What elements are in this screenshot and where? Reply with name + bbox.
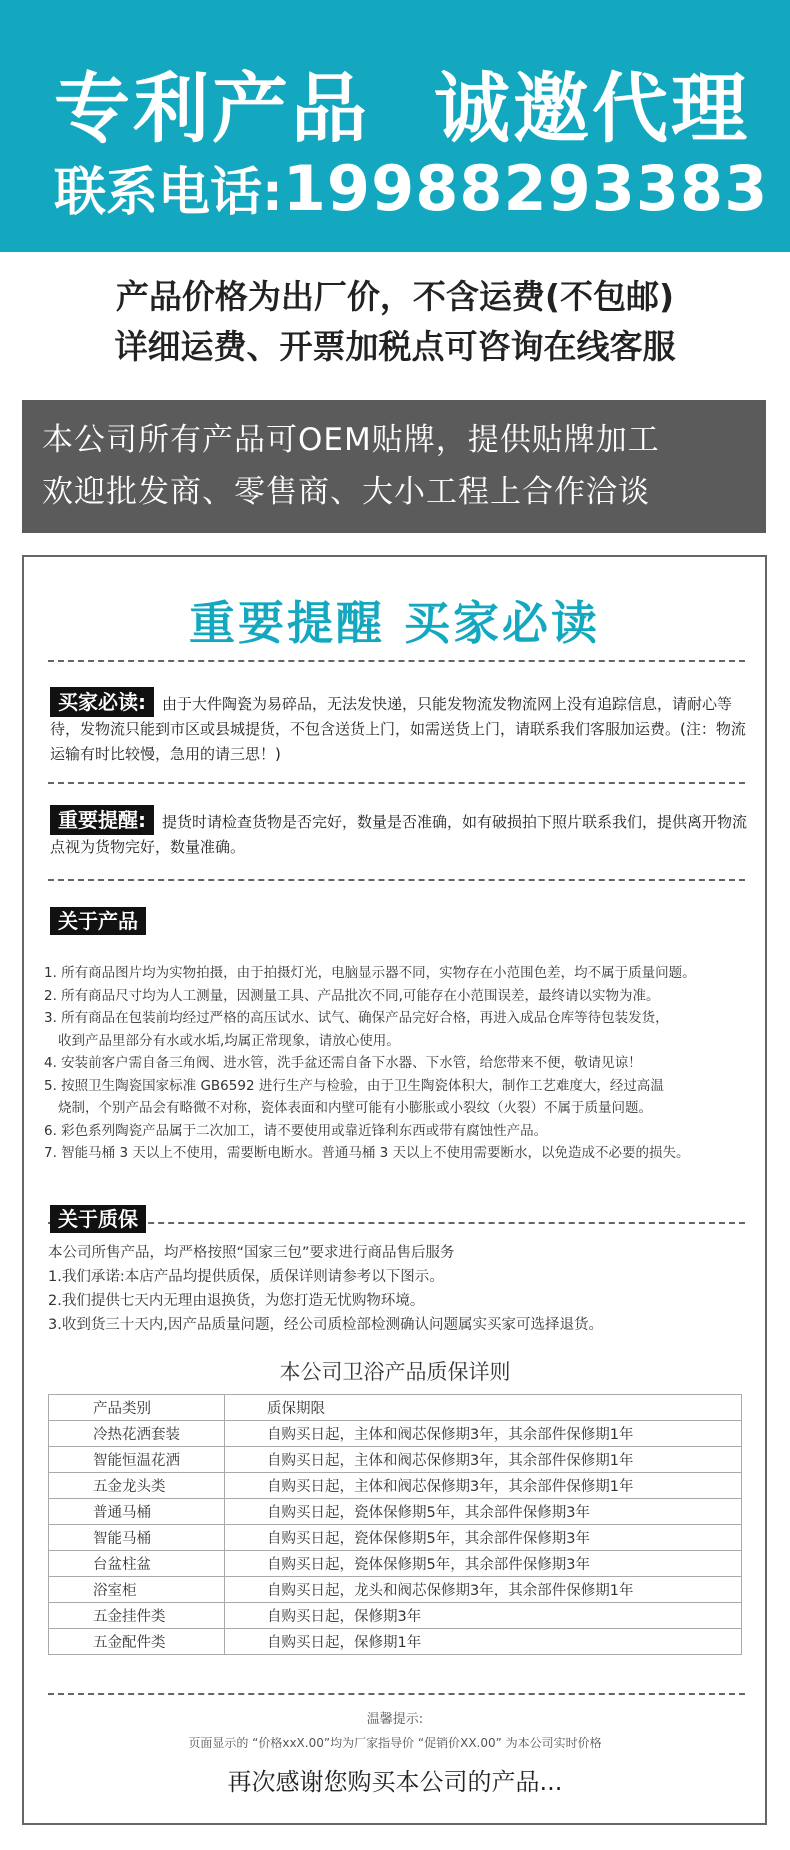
phone-number: 19988293383 <box>282 152 769 225</box>
important-reminder <box>50 805 750 860</box>
list-item: 2. 所有商品尺寸均为人工测量，因测量工具、产品批次不同,可能存在小范围误差，最终请以实物为准。 <box>44 987 660 1004</box>
oem-box <box>22 400 766 533</box>
list-item: 3. 所有商品在包装前均经过严格的高压试水、试气、确保产品完好合格，再进入成品仓库等待包装发货， <box>44 1010 669 1026</box>
warranty-line: 2.我们提供七天内无理由退换货，为您打造无忧购物环境。 <box>48 1293 425 1309</box>
table-cell-category: 五金挂件类 <box>49 1603 225 1629</box>
warranty-line: 3.收到货三十天内,因产品质量问题，经公司质检部检测确认问题属实买家可选择退货。 <box>48 1317 603 1333</box>
divider <box>48 660 745 662</box>
important-text: 提货时请检查货物是否完好，数量是否准确，如有破损拍下照片联系我们，提供离开物流点视为货物完好，数量准确。 <box>50 813 748 856</box>
notice-title: 重要提醒 买家必读 <box>188 596 600 650</box>
warranty-tag: 关于质保 <box>50 1205 146 1233</box>
important-tag: 重要提醒: <box>50 805 154 835</box>
table-cell-period: 自购买日起，保修期3年 <box>225 1603 742 1629</box>
price-note <box>0 272 790 372</box>
table-cell-period: 自购买日起，龙头和阀芯保修期3年，其余部件保修期1年 <box>225 1577 742 1603</box>
list-item: 7. 智能马桶 3 天以上不使用，需要断电断水。普通马桶 3 天以上不使用需要断水，以免造成不必要的损失。 <box>44 1145 690 1161</box>
table-header-row <box>49 1395 742 1421</box>
buyer-must-read <box>50 687 750 767</box>
list-item: 6. 彩色系列陶瓷产品属于二次加工，请不要使用或靠近锋利东西或带有腐蚀性产品。 <box>44 1122 548 1139</box>
table-row <box>49 1447 742 1473</box>
list-item: 5. 按照卫生陶瓷国家标准 GB6592 进行生产与检验，由于卫生陶瓷体积大，制作工艺难度大，经过高温 <box>44 1077 664 1094</box>
table-cell-period: 自购买日起，主体和阀芯保修期3年，其余部件保修期1年 <box>225 1473 742 1499</box>
banner-phone-line <box>54 150 768 225</box>
table-cell-period: 自购买日起，瓷体保修期5年，其余部件保修期3年 <box>225 1525 742 1551</box>
thanks-message: 再次感谢您购买本公司的产品... <box>227 1768 563 1796</box>
tip-body: 页面显示的 “价格xxX.00”均为厂家指导价 “促销价XX.00” 为本公司实时价格 <box>188 1736 602 1750</box>
table-row <box>49 1473 742 1499</box>
warranty-text <box>48 1241 768 1337</box>
table-row <box>49 1603 742 1629</box>
table-header-period: 质保期限 <box>225 1395 742 1421</box>
table-row <box>49 1551 742 1577</box>
buyer-text: 由于大件陶瓷为易碎品，无法发快递，只能发物流发物流网上没有追踪信息，请耐心等待，发物流只能到市区或县城提货，不包含送货上门，如需送货上门，请联系我们客服加运费。(注：物流运输有时比较慢，急用的请三思！) <box>50 695 746 763</box>
buyer-tag: 买家必读: <box>50 687 154 717</box>
list-item: 收到产品里部分有水或水垢,均属正常现象，请放心使用。 <box>58 1032 400 1049</box>
table-cell-category: 台盆柱盆 <box>49 1551 225 1577</box>
phone-label: 联系电话: <box>54 163 283 223</box>
table-row <box>49 1577 742 1603</box>
oem-line2: 欢迎批发商、零售商、大小工程上合作洽谈 <box>42 474 650 510</box>
table-row <box>49 1629 742 1655</box>
table-cell-period: 自购买日起，保修期1年 <box>225 1629 742 1655</box>
table-row <box>49 1525 742 1551</box>
table-cell-category: 智能恒温花洒 <box>49 1447 225 1473</box>
oem-line1: 本公司所有产品可OEM贴牌，提供贴牌加工 <box>42 422 660 458</box>
divider <box>48 1693 745 1695</box>
price-note-line2: 详细运费、开票加税点可咨询在线客服 <box>114 327 676 366</box>
table-row <box>49 1499 742 1525</box>
table-cell-period: 自购买日起，瓷体保修期5年，其余部件保修期3年 <box>225 1551 742 1577</box>
list-item: 1. 所有商品图片均为实物拍摄，由于拍摄灯光，电脑显示器不同，实物存在小范围色差，均不属于质量问题。 <box>44 965 696 981</box>
table-header-category: 产品类别 <box>49 1395 225 1421</box>
table-cell-period: 自购买日起，瓷体保修期5年，其余部件保修期3年 <box>225 1499 742 1525</box>
table-cell-category: 五金配件类 <box>49 1629 225 1655</box>
list-item: 烧制，个别产品会有略微不对称，瓷体表面和内壁可能有小膨胀或小裂纹（火裂）不属于质量问题。 <box>58 1100 652 1116</box>
banner-headline <box>54 48 750 157</box>
table-cell-category: 五金龙头类 <box>49 1473 225 1499</box>
top-banner <box>0 0 790 252</box>
divider <box>48 782 745 784</box>
list-item: 4. 安装前客户需自备三角阀、进水管，洗手盆还需自备下水器、下水管，给您带来不便，敬请见谅！ <box>44 1055 642 1071</box>
product-list <box>44 962 764 1165</box>
table-cell-period: 自购买日起，主体和阀芯保修期3年，其余部件保修期1年 <box>225 1447 742 1473</box>
table-cell-category: 浴室柜 <box>49 1577 225 1603</box>
warranty-line: 1.我们承诺:本店产品均提供质保，质保详则请参考以下图示。 <box>48 1269 444 1285</box>
table-cell-period: 自购买日起，主体和阀芯保修期3年，其余部件保修期1年 <box>225 1421 742 1447</box>
warranty-table <box>48 1394 742 1655</box>
price-note-line1: 产品价格为出厂价，不含运费(不包邮) <box>115 277 675 316</box>
tip-title: 温馨提示: <box>366 1712 424 1727</box>
table-cell-category: 冷热花洒套装 <box>49 1421 225 1447</box>
divider <box>48 1222 745 1224</box>
banner-patent: 专利产品 <box>54 64 370 153</box>
table-row <box>49 1421 742 1447</box>
table-cell-category: 智能马桶 <box>49 1525 225 1551</box>
warranty-line: 本公司所售产品，均严格按照“国家三包”要求进行商品售后服务 <box>48 1245 455 1261</box>
product-tag: 关于产品 <box>50 907 146 935</box>
warranty-table-title: 本公司卫浴产品质保详则 <box>279 1360 511 1384</box>
table-cell-category: 普通马桶 <box>49 1499 225 1525</box>
divider <box>48 879 745 881</box>
banner-agent: 诚邀代理 <box>434 64 750 153</box>
